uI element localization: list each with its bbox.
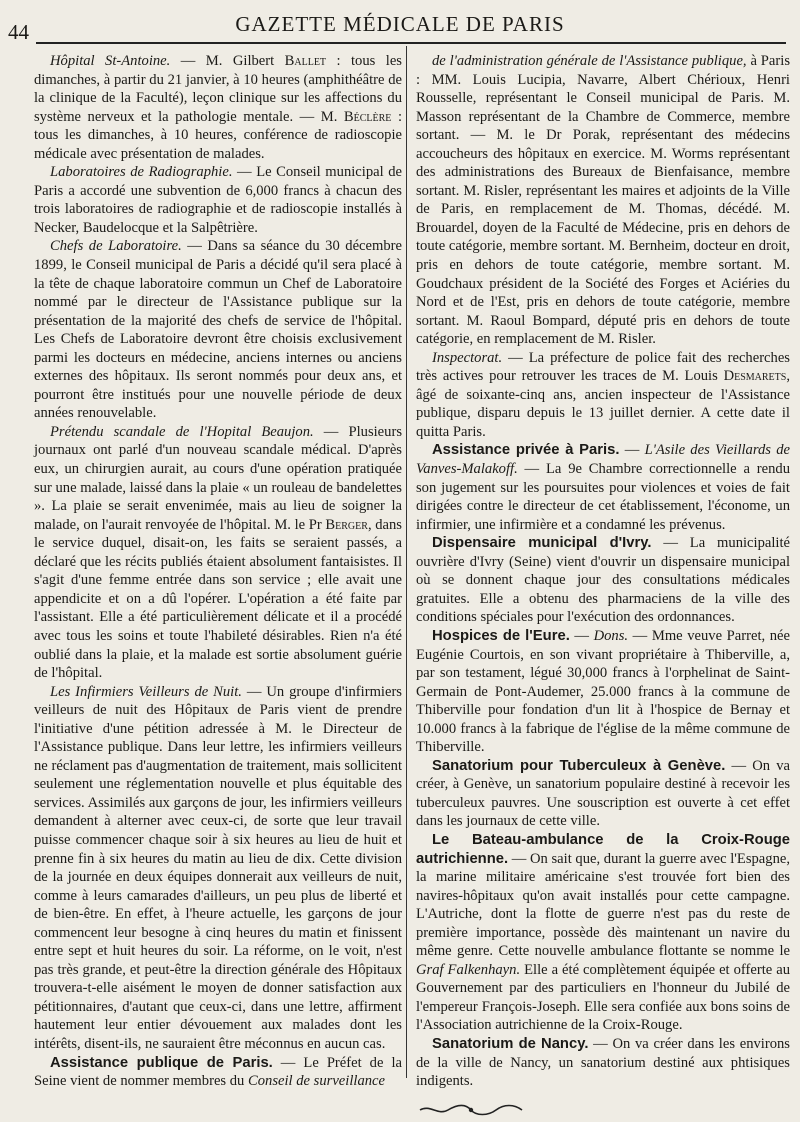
article-st-antoine <box>34 52 402 163</box>
rubric-chefs: Chefs de Laboratoire. <box>50 238 182 255</box>
article-text: : tous les dimanches, à 10 heures, conférence de radioscopie médicale avec présentation de malades. <box>34 108 402 162</box>
page-number: 44 <box>8 20 29 44</box>
article-text: — On sait que, durant la guerre avec l'Espagne, la marine militaire américaine s'est trouvée fort bien des navires-hôpitaux qu'on avait installés pour cette campagne. L'Autriche, dont la flotte de guerre n'est pas du reste de première importance, possède dès maintenant un navire du même genre. Cette nouvelle ambulance flottante se nomme le <box>416 850 790 960</box>
article-italic: Conseil de surveillance <box>248 1073 385 1090</box>
article-inspectorat <box>416 349 790 442</box>
right-column <box>416 52 790 1122</box>
page-header <box>8 10 792 44</box>
article-ivry <box>416 534 790 627</box>
article-assistance-privee <box>416 441 790 534</box>
article-infirmiers <box>34 683 402 1054</box>
header-rule <box>36 42 786 44</box>
article-italic: L'Asile des Vieillards de Vanves-Malakoff. <box>416 442 791 478</box>
article-text: — Mme veuve Parret, née Eugénie Courtois, en son vivant propriétaire à Thiberville, a, par son testament, légué 30,000 francs à l'orphelinat de Saint-Germain de Pont-Audemer, 25.000 francs à la commune de Thiberville pour fondation d'un lit à l'hospice de Bernay et 10.000 francs à la fabrique de l'église de la même commune de Thiberville. <box>416 627 791 756</box>
rubric-infirmiers: Les Infirmiers Veilleurs de Nuit. <box>50 683 242 700</box>
person-name: Ballet <box>284 53 327 69</box>
article-beaujon <box>34 423 402 683</box>
heading-geneve: Sanatorium pour Tuberculeux à Genève. <box>432 757 726 774</box>
rubric-st-antoine: Hôpital St-Antoine. <box>50 53 171 69</box>
article-conseil-continuation <box>416 52 790 349</box>
article-text: — La 9e Chambre correctionnelle a rendu son jugement sur les poursuites pour violences et voies de fait dirigées contre le directeur de cet établissement, l'économe, un infirmier, une infirmière et a condamné les prévenus. <box>416 461 790 533</box>
ornament-divider-icon <box>416 1103 526 1117</box>
journal-title: GAZETTE MÉDICALE DE PARIS <box>235 12 565 36</box>
heading-assistance-privee: Assistance privée à Paris. <box>432 442 620 459</box>
article-text: — Plusieurs journaux ont parlé d'un nouveau scandale médical. D'après eux, un chirurgien aurait, au cours d'une opération pratiquée sur une malade, laissé dans la plaie « un rouleau de bandelettes ». La plaie se serait envenimée, mais au lieu de soigner la malade, on l'aurait renvoyée de l'hôpital. M. le Pr <box>34 423 402 533</box>
article-nancy <box>416 1035 790 1091</box>
person-name: Desmarets <box>723 368 787 385</box>
article-text: Elle a été complètement équipée et offerte au Gouvernement par des particuliers en l'honneur du Jubilé de l'empereur François-Joseph. Elle sera confiée aux bons soins de l'Association autrichienne de la Croix-Rouge. <box>416 961 790 1034</box>
left-column <box>34 52 402 1091</box>
article-text: — La municipalité ouvrière d'Ivry (Seine) vient d'ouvrir un dispensaire municipal où se donnent chaque jour des consultations médicales gratuites. Elle a obtenu des pharmaciens de la ville des conditions spéciales pour l'exécution des ordonnances. <box>416 535 790 626</box>
article-text: — <box>569 627 594 644</box>
article-geneve <box>416 757 790 831</box>
article-text: — <box>619 442 645 459</box>
article-text: — On va créer dans les environs de la ville de Nancy, un sanatorium destiné aux phtisiques indigents. <box>416 1035 790 1090</box>
article-italic: Graf Falkenhayn. <box>416 961 521 978</box>
article-italic: Dons. <box>593 627 629 644</box>
article-text: , âgé de soixante-cinq ans, ancien inspecteur de l'Assistance publique, disparu depuis le 13 juillet dernier. A cette date il quitta Paris. <box>416 368 790 440</box>
heading-eure: Hospices de l'Eure. <box>432 627 570 644</box>
article-italic: de l'administration générale de l'Assistance publique, <box>432 53 747 69</box>
article-text: — On va créer, à Genève, un sanatorium populaire destiné à recevoir les tuberculeux pauvres. Une souscription est ouverte à cet effet dans les journaux de cette ville. <box>416 757 790 830</box>
rubric-radiographie: Laboratoires de Radiographie. <box>50 164 233 181</box>
article-text: — M. Gilbert <box>170 53 285 69</box>
rubric-beaujon: Prétendu scandale de l'Hopital Beaujon. <box>50 423 314 440</box>
article-eure <box>416 627 790 757</box>
person-name: Béclère <box>343 108 392 125</box>
article-assistance-publique <box>34 1054 402 1091</box>
article-text: — La préfecture de police fait des recherches très actives pour retrouver les traces de M. Louis <box>416 349 790 385</box>
rubric-inspectorat: Inspectorat. <box>432 349 503 366</box>
article-text: — Dans sa séance du 30 décembre 1899, le Conseil municipal de Paris a décidé qu'il sera placé à la tête de chaque laboratoire commun un Chef de Laboratoire nommé par le directeur de l'Assistance publique sur la présentation de la majorité des chefs de service de l'hôpital. Les Chefs de Laboratoire devront être choisis exclusivement parmi les docteurs en médecine, anciens internes ou anciens externes des hôpitaux. Ils seront nommés pour deux ans, et pourront être institués pour une nouvelle période de deux années renouvelable. <box>34 238 402 422</box>
article-text: — Le Préfet de la Seine vient de nommer membres du <box>34 1054 402 1090</box>
article-text: : tous les dimanches, à partir du 21 janvier, à 10 heures (amphithéâtre de la clinique de la Faculté), leçon clinique sur les affections du système nerveux et la pathologie mentale. — M. <box>34 53 402 125</box>
article-radiographie <box>34 163 402 237</box>
heading-ivry: Dispensaire municipal d'Ivry. <box>432 535 652 552</box>
person-name: Berger <box>325 516 368 533</box>
article-text: — Un groupe d'infirmiers veilleurs de nuit des Hôpitaux de Paris vient de prendre l'initiative d'une pétition adressée à M. le Directeur de l'Assistance publique. Dans leur lettre, les infirmiers veilleurs ne réclament pas d'augmentation de traitement, mais sollicitent seulement une réglementation nouvelle et plus équitable des services. Assimilés aux garçons de jour, les infirmiers veilleurs demandent à alterner avec ceux-ci, de sorte que leur travail puisse commencer chaque soir à six heures au lieu de huit et prenne fin à six heures du matin au lieu de dix. Cette division de la journée en deux équipes donnerait aux veilleurs de nuit, comme à leurs camarades d'ailleurs, un peu plus de liberté et de bien-être. En effet, à l'heure actuelle, les garçons de jour commencent leur besogne à cinq heures du matin et finissent entre sept et huit heures du soir. La réforme, on le voit, n'est pas très grande, et peut-être la direction générale des Hôpitaux trouvera-t-elle aisément le moyen de donner satisfaction aux pétitionnaires, d'autant que ceux-ci, dans une lettre, affirment hautement leur entier dévouement aux malades dont les intérêts, disent-ils, ne sauraient être méconnus en aucun cas. <box>34 683 402 1052</box>
heading-bateau: Le Bateau-ambulance de la Croix-Rouge autrichienne. <box>416 831 790 867</box>
column-divider <box>406 46 407 1078</box>
heading-assistance-publique: Assistance publique de Paris. <box>50 1054 273 1071</box>
heading-nancy: Sanatorium de Nancy. <box>432 1035 589 1052</box>
article-bateau <box>416 831 790 1035</box>
article-text: à Paris : MM. Louis Lucipia, Navarre, Albert Chérioux, Henri Rousselle, représentant le Conseil municipal de Paris. M. Masson représentant de la Chambre de Commerce, membre sortant. — M. le Dr Porak, représentant des médecins accoucheurs des hôpitaux en exercice. M. Worms représentant des administrations des Bureaux de Bienfaisance, membre sortant. M. Risler, représentant les maires et adjoints de la Ville de Paris, en remplacement de M. Thomas, décédé. M. Brouardel, doyen de la Faculté de Médecine, pris en dehors de toute catégorie, membre sortant. M. Bernheim, docteur en droit, pris en dehors de toute catégorie, membre sortant. M. Goudchaux président de la Société des Forges et Aciéries du Nord et de l'Est, pris en dehors de toute catégorie, membre sortant. M. Raoul Bompard, député pris en dehors de toute catégorie, en remplacement de M. Risler. <box>416 53 790 348</box>
article-text: , dans le service duquel, disait-on, les faits se seraient passés, a déclaré que les récits publiés étaient absolument fantaisistes. Il s'agit d'une femme entrée dans son service ; elle avait une appendicite et on a dû l'opérer. L'opération a été faite par l'assistant. Elle a été particulièrement délicate et il a procédé avec tous les soins et toute l'habileté désirables. Rien n'a été oublié dans la plaie, et la malade est sortie absolument guérie de l'hôpital. <box>34 516 402 682</box>
article-chefs-laboratoire <box>34 237 402 422</box>
article-text: — Le Conseil municipal de Paris a accordé une subvention de 6,000 francs à chacun des trois laboratoires de radiographie et de radioscopie installés à Necker, Baudelocque et la Salpêtrière. <box>34 164 402 236</box>
